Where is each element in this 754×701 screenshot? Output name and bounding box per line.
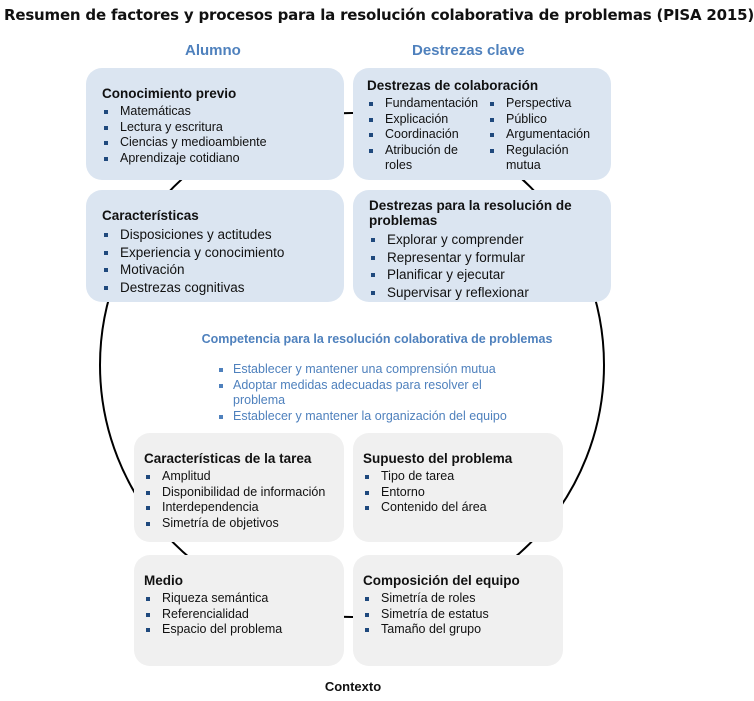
list-item: Riqueza semántica	[144, 591, 336, 607]
list-item: Adoptar medidas adecuadas para resolver el problema	[217, 378, 537, 409]
list-item: Lectura y escritura	[102, 120, 336, 136]
item-list	[367, 96, 482, 174]
header-alumno: Alumno	[185, 42, 241, 59]
list-item: Tamaño del grupo	[363, 622, 555, 638]
item-list	[102, 226, 336, 296]
box-title: Conocimiento previo	[102, 86, 237, 101]
list-item: Ciencias y medioambiente	[102, 135, 336, 151]
competencia-title: Competencia para la resolución colaborativa de problemas	[201, 332, 553, 346]
list-item: Argumentación	[488, 127, 603, 143]
list-item: Supervisar y reflexionar	[369, 284, 603, 302]
box-medio	[134, 555, 344, 666]
box-title: Destrezas de colaboración	[367, 78, 539, 93]
list-item: Amplitud	[144, 469, 336, 485]
list-item: Disponibilidad de información	[144, 485, 336, 501]
box-supuesto-problema	[353, 433, 563, 542]
header-destrezas-clave: Destrezas clave	[412, 42, 525, 59]
list-item: Referencialidad	[144, 607, 336, 623]
list-item: Aprendizaje cotidiano	[102, 151, 336, 167]
list-item: Simetría de estatus	[363, 607, 555, 623]
list-item: Simetría de roles	[363, 591, 555, 607]
box-title: Destrezas para la resolución de problemas	[369, 198, 572, 228]
list-item: Planificar y ejecutar	[369, 266, 603, 284]
list-item: Disposiciones y actitudes	[102, 226, 336, 244]
list-item: Representar y formular	[369, 249, 603, 267]
list-item: Contenido del área	[363, 500, 555, 516]
box-title: Características de la tarea	[144, 451, 312, 466]
item-list	[144, 469, 336, 531]
box-caracteristicas	[86, 190, 344, 302]
list-item: Destrezas cognitivas	[102, 279, 336, 297]
list-item: Entorno	[363, 485, 555, 501]
two-column-list	[367, 96, 603, 174]
list-item: Interdependencia	[144, 500, 336, 516]
list-item: Simetría de objetivos	[144, 516, 336, 532]
list-item: Coordinación	[367, 127, 482, 143]
list-item: Perspectiva	[488, 96, 603, 112]
list-item: Tipo de tarea	[363, 469, 555, 485]
list-item: Espacio del problema	[144, 622, 336, 638]
list-item: Establecer y mantener la organización del equipo	[217, 409, 537, 425]
diagram-title: Resumen de factores y procesos para la resolución colaborativa de problemas (PISA 2015)	[4, 6, 754, 24]
list-item: Explorar y comprender	[369, 231, 603, 249]
item-list	[363, 591, 555, 638]
list-item: Establecer y mantener una comprensión mutua	[217, 362, 537, 378]
box-caracteristicas-tarea	[134, 433, 344, 542]
box-title: Medio	[144, 573, 183, 588]
item-list	[488, 96, 603, 174]
list-item: Público	[488, 112, 603, 128]
list-item: Fundamentación	[367, 96, 482, 112]
list-item: Motivación	[102, 261, 336, 279]
list-item: Explicación	[367, 112, 482, 128]
competencia-list	[217, 362, 537, 424]
box-resolucion-problemas	[353, 190, 611, 302]
list-item: Experiencia y conocimiento	[102, 244, 336, 262]
contexto-label: Contexto	[324, 679, 382, 694]
box-title: Composición del equipo	[363, 573, 520, 588]
item-list	[369, 231, 603, 301]
list-item: Atribución de roles	[367, 143, 482, 174]
box-title: Supuesto del problema	[363, 451, 513, 466]
box-title: Características	[102, 208, 199, 223]
box-composicion-equipo	[353, 555, 563, 666]
competencia-block	[100, 332, 654, 424]
box-destrezas-colaboracion	[353, 68, 611, 180]
item-list	[102, 104, 336, 166]
list-item: Regulación mutua	[488, 143, 603, 174]
box-conocimiento-previo	[86, 68, 344, 180]
item-list	[363, 469, 555, 516]
item-list	[144, 591, 336, 638]
list-item: Matemáticas	[102, 104, 336, 120]
